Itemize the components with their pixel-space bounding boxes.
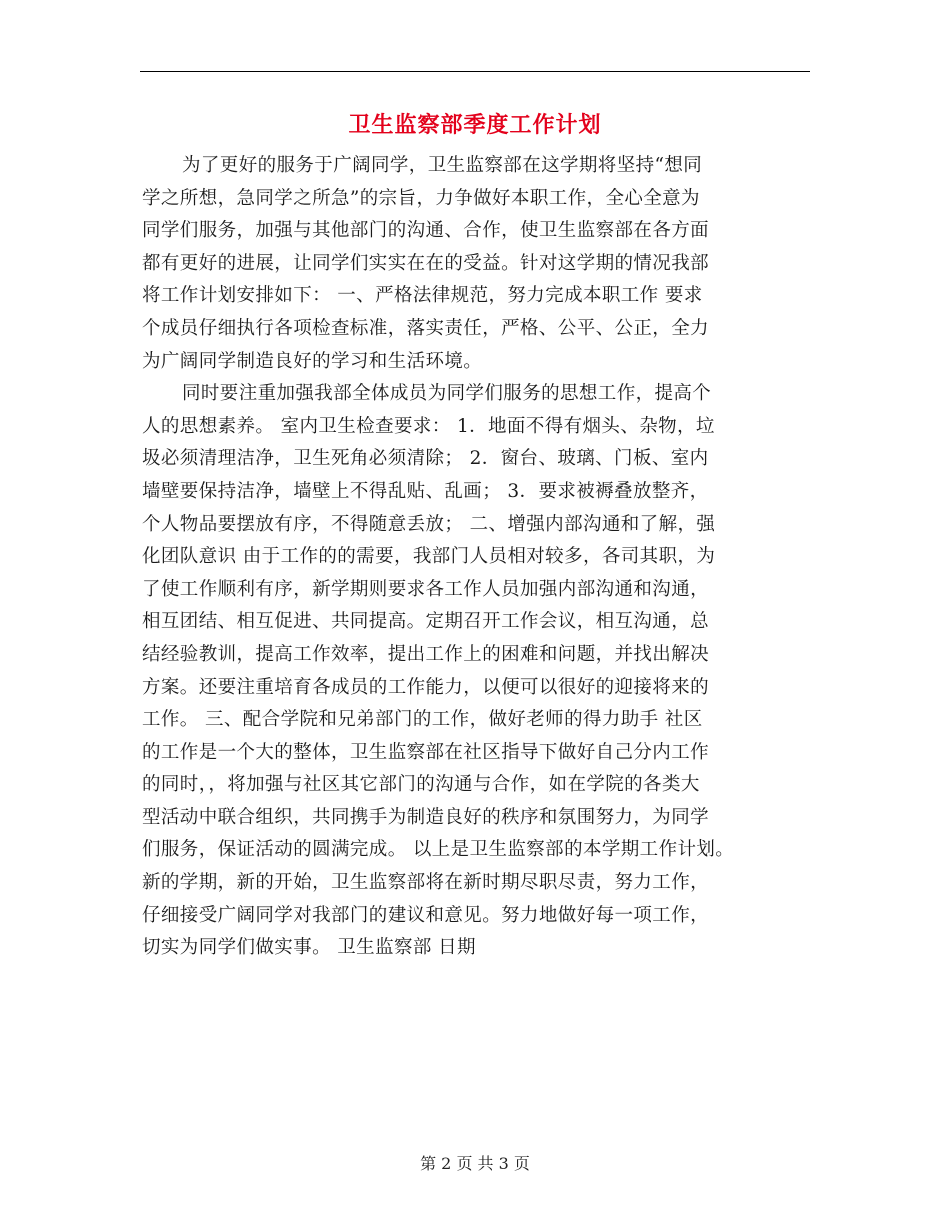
body-line: 相互团结、相互促进、共同提高。定期召开工作会议，相互沟通，总 xyxy=(142,611,710,633)
body-line: 工作。 三、配合学院和兄弟部门的工作，做好老师的得力助手 社区 xyxy=(142,709,703,731)
body-line: 切实为同学们做实事。 卫生监察部 日期 xyxy=(142,937,476,959)
body-line: 新的学期，新的开始，卫生监察部将在新时期尽职尽责，努力工作， xyxy=(142,872,710,894)
body-line: 个人物品要摆放有序，不得随意丢放； 二、增强内部沟通和了解，强 xyxy=(142,513,716,535)
page-number: 第 2 页 共 3 页 xyxy=(420,1154,530,1173)
header-rule xyxy=(140,71,810,72)
body-line: 同时要注重加强我部全体成员为同学们服务的思想工作，提高个 xyxy=(182,383,712,405)
document-title: 卫生监察部季度工作计划 xyxy=(348,112,602,138)
body-line: 化团队意识 由于工作的的需要，我部门人员相对较多，各司其职，为 xyxy=(142,546,716,568)
body-line: 个成员仔细执行各项检查标准，落实责任，严格、公平、公正，全力 xyxy=(142,317,710,339)
body-line: 都有更好的进展，让同学们实实在在的受益。针对这学期的情况我部 xyxy=(142,252,710,274)
body-line: 仔细接受广阔同学对我部门的建议和意见。努力地做好每一项工作， xyxy=(142,904,710,926)
body-line: 同学们服务，加强与其他部门的沟通、合作，使卫生监察部在各方面 xyxy=(142,220,710,242)
body-line: 为了更好的服务于广阔同学，卫生监察部在这学期将坚持“想同 xyxy=(182,155,703,176)
body-line: 方案。还要注重培育各成员的工作能力，以便可以很好的迎接将来的 xyxy=(142,676,710,698)
body-line: 的同时，，将加强与社区其它部门的沟通与合作，如在学院的各类大 xyxy=(142,774,700,796)
body-line: 们服务，保证活动的圆满完成。 以上是卫生监察部的本学期工作计划。 xyxy=(142,839,735,861)
body-line: 学之所想，急同学之所急”的宗旨，力争做好本职工作，全心全意为 xyxy=(142,187,700,209)
body-line: 圾必须清理洁净，卫生死角必须清除； 2．窗台、玻璃、门板、室内 xyxy=(142,448,709,470)
body-line: 墙壁要保持洁净，墙壁上不得乱贴、乱画； 3．要求被褥叠放整齐， xyxy=(142,480,709,502)
body-line: 的工作是一个大的整体，卫生监察部在社区指导下做好自己分内工作 xyxy=(142,741,710,763)
body-line: 将工作计划安排如下： 一、严格法律规范，努力完成本职工作 要求 xyxy=(142,285,703,307)
document-body xyxy=(142,150,822,965)
body-line: 型活动中联合组织，共同携手为制造良好的秩序和氛围努力，为同学 xyxy=(142,806,710,828)
body-line: 为广阔同学制造良好的学习和生活环境。 xyxy=(142,350,483,372)
body-line: 人的思想素养。 室内卫生检查要求： 1．地面不得有烟头、杂物，垃 xyxy=(142,415,715,437)
body-line: 了使工作顺利有序，新学期则要求各工作人员加强内部沟通和沟通， xyxy=(142,578,710,600)
body-line: 结经验教训，提高工作效率，提出工作上的困难和问题，并找出解决 xyxy=(142,643,710,665)
